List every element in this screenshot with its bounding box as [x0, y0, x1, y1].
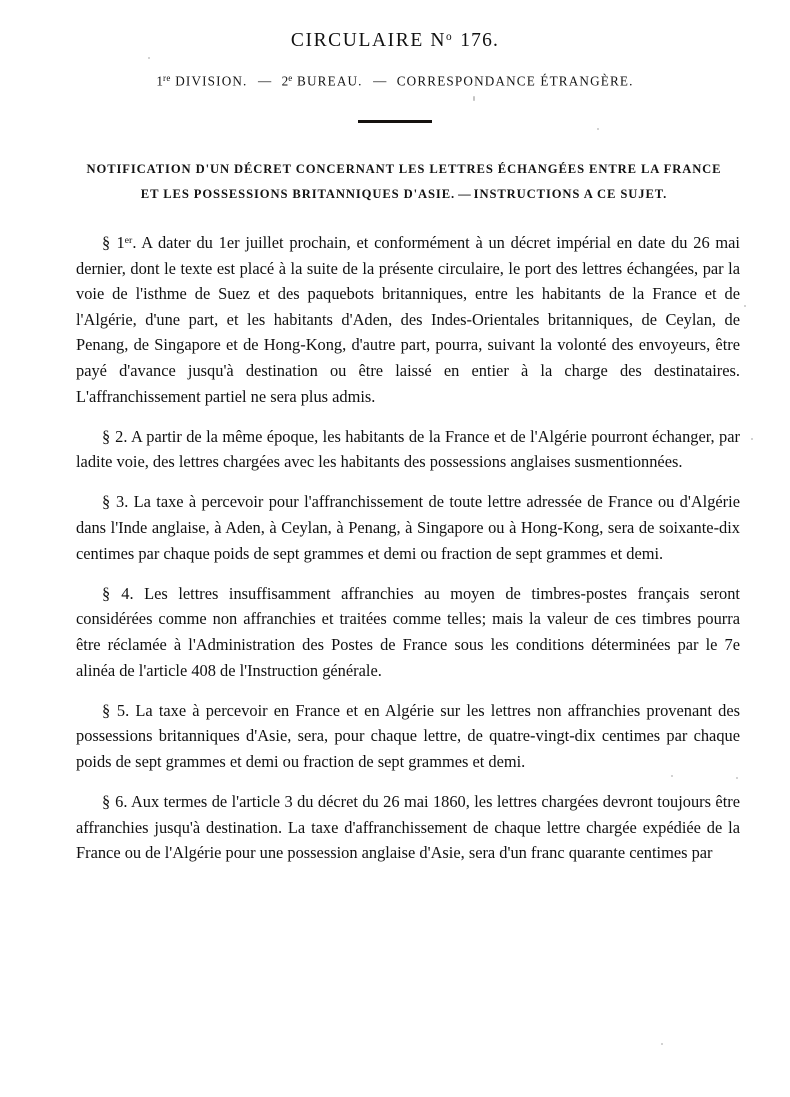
bureau-label: BUREAU. — [297, 73, 363, 89]
section-paragraph — [76, 787, 740, 866]
division-ordinal-superscript: re — [163, 73, 171, 83]
horizontal-rule-divider — [358, 120, 432, 123]
section-paragraph — [76, 696, 740, 775]
subject-heading-dash: — — [458, 186, 471, 201]
section-number: 2 — [115, 426, 124, 446]
service-separator-dash: — — [257, 73, 272, 89]
section-mark: § — [102, 700, 111, 720]
page-title — [0, 30, 790, 52]
bureau-ordinal-superscript: e — [288, 73, 293, 83]
section-number-suffix: . — [123, 792, 128, 812]
scan-speck — [671, 775, 673, 777]
section-mark: § — [102, 232, 111, 252]
section-mark: § — [102, 492, 111, 512]
scan-speck — [661, 1043, 663, 1045]
section-number: 1 — [116, 232, 125, 252]
section-number: 4 — [121, 583, 130, 603]
subject-heading-line-2-second-clause: INSTRUCTIONS A CE SUJET. — [473, 186, 668, 201]
section-number-suffix: . — [123, 426, 128, 446]
scan-speck — [751, 438, 753, 440]
document-body — [0, 206, 790, 866]
division-label: DIVISION. — [175, 73, 248, 89]
subject-heading-line-2 — [66, 182, 742, 206]
divider-wrapper — [0, 112, 790, 130]
scan-speck — [744, 305, 746, 307]
section-number: 3 — [116, 492, 125, 512]
circular-number: 176. — [460, 30, 500, 51]
division-number: 1 — [156, 73, 164, 89]
number-label-superscript: o — [446, 30, 452, 43]
correspondence-label: CORRESPONDANCE ÉTRANGÈRE. — [396, 73, 634, 89]
section-mark: § — [102, 792, 111, 812]
subject-heading — [0, 157, 790, 205]
section-text: La taxe à percevoir pour l'affranchissement de toute lettre adressée de France ou d'Algérie dans l'Inde anglaise, à Aden, à Ceylan, à Penang, à Singapore ou à Hong-Kong, sera de soixante-dix centimes par chaque poids de sept grammes et demi ou fraction de sept grammes et demi. — [76, 492, 740, 563]
section-paragraph — [76, 422, 740, 475]
section-number-suffix: . — [124, 492, 129, 512]
section-paragraph — [76, 579, 740, 683]
section-number-suffix: . — [129, 583, 134, 603]
section-text: La taxe à percevoir en France et en Algérie sur les lettres non affranchies provenant des possessions britanniques d'Asie, sera, pour chaque lettre, de quatre-vingt-dix centimes par chaque poids de sept grammes et demi ou fraction de sept grammes et demi. — [76, 700, 740, 772]
scan-speck — [597, 128, 599, 130]
section-mark: § — [102, 583, 111, 603]
section-mark: § — [102, 426, 111, 446]
section-text: Les lettres insuffisamment affranchies au moyen de timbres-postes français seront considérées comme non affranchies et traitées comme telles; mais la valeur de ces timbres pourra être réclamée à l'Administration des Postes de France sous les conditions déterminées par le 7e alinéa de l'article 408 de l'Instruction générale. — [76, 583, 740, 680]
scan-speck — [473, 96, 475, 101]
document-masthead — [0, 0, 790, 206]
section-number-superscript: er — [124, 234, 133, 246]
section-number-suffix: . — [125, 700, 130, 720]
section-number-suffix: . — [132, 232, 137, 252]
circular-title-prefix: CIRCULAIRE — [290, 30, 424, 51]
section-paragraph — [76, 228, 740, 409]
section-paragraph — [76, 487, 740, 566]
service-attribution-line — [0, 73, 790, 89]
subject-heading-line-2-first-clause: ET LES POSSESSIONS BRITANNIQUES D'ASIE. — [140, 186, 456, 201]
scan-speck — [736, 777, 738, 779]
circular-number-abbr — [430, 30, 451, 51]
number-label: N — [430, 30, 447, 51]
subject-heading-line-1: NOTIFICATION D'UN DÉCRET CONCERNANT LES LETTRES ÉCHANGÉES ENTRE LA FRANCE — [86, 162, 722, 177]
section-text: A dater du 1er juillet prochain, et conformément à un décret impérial en date du 26 mai dernier, dont le texte est placé à la suite de la présente circulaire, le port des lettres échangées, par la voie de l'isthme de Suez et des paquebots britanniques, entre les habitants de la France et de l'Algérie, d'une part, et les habitants d'Aden, des Indes-Orientales britanniques, de Ceylan, de Penang, de Singapore et de Hong-Kong, d'autre part, pourra, suivant la volonté des envoyeurs, être payé d'avance jusqu'à destination ou être laissé en entier à la charge des destinataires. L'affranchissement partiel ne sera plus admis. — [76, 232, 740, 406]
section-number: 6 — [115, 792, 124, 812]
bureau-number: 2 — [281, 73, 289, 89]
section-text: Aux termes de l'article 3 du décret du 26 mai 1860, les lettres chargées devront toujours être affranchies jusqu'à destination. La taxe d'affranchissement de chaque lettre chargée expédiée de la France ou de l'Algérie pour une possession anglaise d'Asie, sera d'un franc quarante centimes par — [76, 792, 740, 863]
scan-speck — [148, 57, 150, 59]
section-text: A partir de la même époque, les habitants de la France et de l'Algérie pourront échanger, par ladite voie, des lettres chargées avec les habitants des possessions anglaises susmentionnées. — [76, 426, 740, 472]
service-separator-dash: — — [373, 73, 387, 89]
section-number: 5 — [116, 700, 126, 720]
